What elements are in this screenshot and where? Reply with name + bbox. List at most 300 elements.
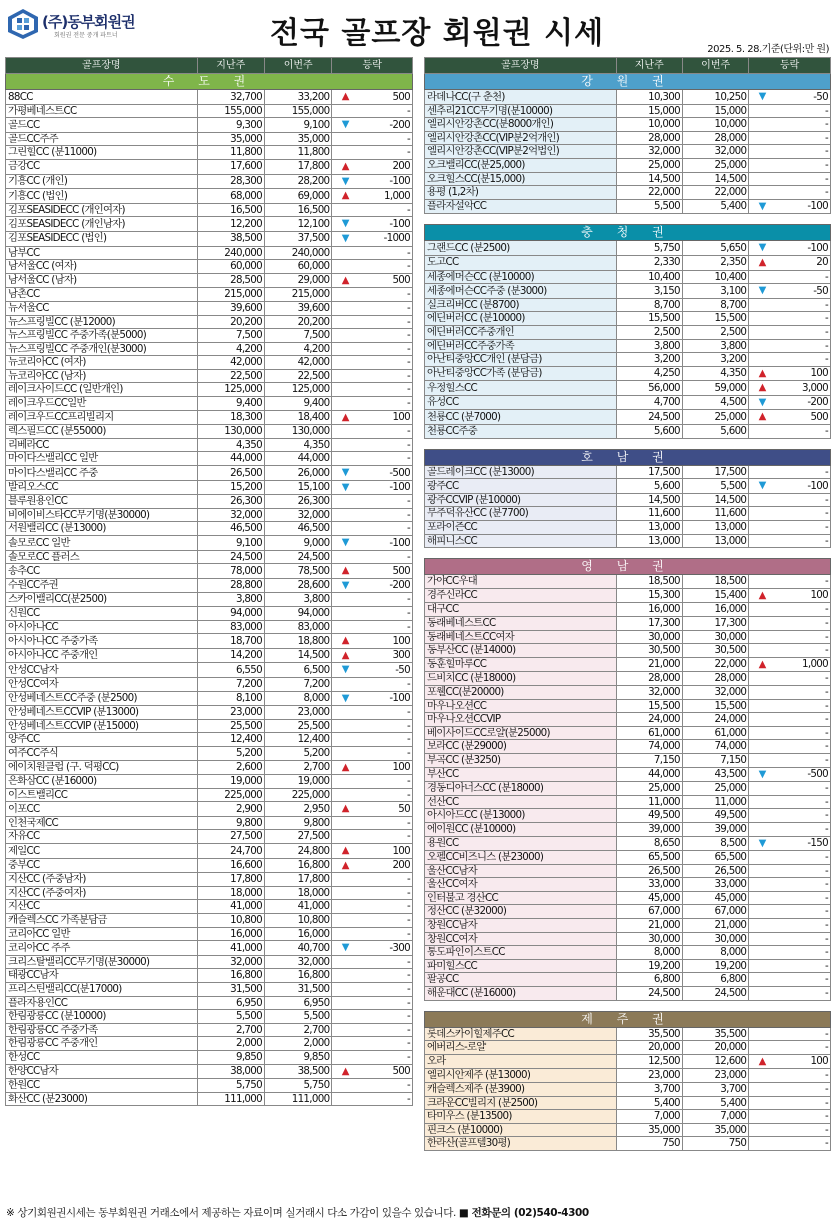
footer-disclaimer: ※ 상기회원권시세는 동부회원권 거래소에서 제공하는 자료이며 실거래시 다소 가감이 있을수 있습니다.: [6, 1207, 456, 1219]
table-row: [6, 1050, 413, 1064]
table-row: [6, 231, 413, 246]
price-change: -: [358, 677, 412, 691]
table-row: [6, 536, 413, 551]
trend-cell: [749, 919, 775, 933]
triangle-up-icon: ▲: [341, 649, 349, 661]
last-week-price: 25,000: [616, 782, 682, 796]
this-week-price: 29,000: [264, 273, 331, 288]
course-name: 엘리시안강촌CC(분8000개인): [425, 118, 617, 132]
table-row: [425, 410, 831, 425]
trend-cell: [332, 996, 358, 1010]
course-name: 중부CC: [6, 858, 198, 873]
last-week-price: 8,650: [616, 836, 682, 851]
table-row: [6, 550, 413, 564]
this-week-price: 30,000: [682, 630, 748, 644]
table-row: [6, 1079, 413, 1093]
table-row: [425, 479, 831, 494]
course-name: 캐슬렉스CC 가족분담금: [6, 914, 198, 928]
trend-cell: [749, 740, 775, 754]
price-change: -: [775, 753, 831, 767]
price-change: 500: [358, 1064, 412, 1079]
table-row: [6, 260, 413, 274]
table-row: [425, 851, 831, 865]
course-name: 화산CC (분23000): [6, 1092, 198, 1106]
last-week-price: 61,000: [616, 726, 682, 740]
last-week-price: 21,000: [616, 919, 682, 933]
last-week-price: 16,000: [616, 603, 682, 617]
last-week-price: 5,600: [616, 425, 682, 439]
price-change: -: [358, 955, 412, 969]
last-week-price: 240,000: [197, 246, 264, 260]
course-name: 아시아나CC 주중개인: [6, 648, 198, 663]
this-week-price: 9,000: [264, 536, 331, 551]
table-row: [425, 795, 831, 809]
last-week-price: 23,000: [197, 706, 264, 720]
triangle-down-icon: ▼: [341, 481, 349, 493]
course-name: 아난티중앙CC개인 (분담금): [425, 353, 617, 367]
triangle-up-icon: ▲: [758, 256, 766, 268]
course-name: 해운대CC (분16000): [425, 987, 617, 1001]
table-row: [425, 603, 831, 617]
trend-cell: [749, 672, 775, 686]
trend-cell: [332, 620, 358, 634]
this-week-price: 7,150: [682, 753, 748, 767]
this-week-price: 5,500: [264, 1010, 331, 1024]
trend-cell: [332, 1050, 358, 1064]
this-week-price: 15,100: [264, 480, 331, 495]
last-week-price: 30,500: [616, 644, 682, 658]
trend-cell: [749, 905, 775, 919]
price-change: -: [775, 425, 831, 439]
price-change: -: [775, 339, 831, 353]
trend-cell: [332, 495, 358, 509]
price-change: 100: [358, 634, 412, 649]
trend-cell: [332, 746, 358, 760]
trend-cell: [749, 325, 775, 339]
price-change: -: [358, 1037, 412, 1051]
trend-cell: [332, 466, 358, 481]
price-change: -: [775, 534, 831, 548]
trend-cell: [332, 118, 358, 133]
trend-cell: [749, 1054, 775, 1069]
table-row: [425, 630, 831, 644]
table-row: [425, 932, 831, 946]
price-change: -: [775, 521, 831, 535]
this-week-price: 8,000: [264, 691, 331, 706]
last-week-price: 6,800: [616, 973, 682, 987]
this-week-price: 24,500: [682, 987, 748, 1001]
price-change: -: [775, 172, 831, 186]
trend-cell: [749, 575, 775, 589]
course-name: 안성CC여자: [6, 677, 198, 691]
course-name: 안성CC남자: [6, 663, 198, 678]
price-change: -: [358, 508, 412, 522]
this-week-price: 35,500: [682, 1027, 748, 1041]
col-header-last-week: 지난주: [616, 58, 682, 74]
price-change: 500: [358, 564, 412, 579]
last-week-price: 225,000: [197, 788, 264, 802]
price-change: -: [358, 816, 412, 830]
course-name: 안성베네스트CCVIP (분15000): [6, 719, 198, 733]
price-change: -: [358, 495, 412, 509]
last-week-price: 19,000: [197, 775, 264, 789]
table-row: [6, 342, 413, 356]
right-column: [424, 57, 831, 1151]
trend-cell: [749, 118, 775, 132]
course-name: 크리스탈밸리CC무기명(분30000): [6, 955, 198, 969]
this-week-price: 74,000: [682, 740, 748, 754]
this-week-price: 18,800: [264, 634, 331, 649]
last-week-price: 16,000: [197, 927, 264, 941]
price-change: -: [775, 575, 831, 589]
this-week-price: 16,000: [264, 927, 331, 941]
price-change: -: [775, 891, 831, 905]
last-week-price: 33,000: [616, 878, 682, 892]
table-row: [425, 919, 831, 933]
course-name: 보라CC (분29000): [425, 740, 617, 754]
last-week-price: 20,200: [197, 315, 264, 329]
trend-cell: [749, 507, 775, 521]
triangle-down-icon: ▼: [341, 942, 349, 954]
table-header-row: [6, 58, 413, 74]
last-week-price: 68,000: [197, 189, 264, 204]
this-week-price: 7,200: [264, 677, 331, 691]
course-name: 에이원CC (분10000): [425, 822, 617, 836]
price-change: -: [358, 246, 412, 260]
table-row: [425, 987, 831, 1001]
course-name: 도고CC: [425, 255, 617, 270]
this-week-price: 11,800: [264, 146, 331, 160]
price-change: -: [358, 733, 412, 747]
trend-cell: [749, 255, 775, 270]
this-week-price: 17,800: [264, 159, 331, 174]
this-week-price: 24,500: [264, 550, 331, 564]
company-name: (주)동부회원권: [42, 13, 135, 31]
this-week-price: 3,800: [264, 593, 331, 607]
last-week-price: 18,500: [616, 575, 682, 589]
this-week-price: 25,000: [682, 410, 748, 425]
table-row: [425, 366, 831, 381]
trend-cell: [332, 706, 358, 720]
course-name: 무주덕유산CC (분7700): [425, 507, 617, 521]
last-week-price: 74,000: [616, 740, 682, 754]
table-row: [6, 273, 413, 288]
course-name: 골드레이크CC (분13000): [425, 465, 617, 479]
last-week-price: 17,800: [197, 873, 264, 887]
trend-cell: [332, 733, 358, 747]
price-change: -: [358, 983, 412, 997]
region-gap: [424, 214, 831, 224]
course-name: 세종에머슨CC (분10000): [425, 270, 617, 284]
price-change: -: [775, 809, 831, 823]
price-change: 200: [358, 159, 412, 174]
table-row: [6, 746, 413, 760]
trend-cell: [332, 146, 358, 160]
table-row: [425, 339, 831, 353]
course-name: 통도파인이스트CC: [425, 946, 617, 960]
course-name: 에버리스-로얄: [425, 1041, 617, 1055]
last-week-price: 3,800: [197, 593, 264, 607]
trend-cell: [332, 397, 358, 411]
last-week-price: 3,700: [616, 1083, 682, 1097]
last-week-price: 65,500: [616, 851, 682, 865]
this-week-price: 155,000: [264, 104, 331, 118]
table-row: [6, 593, 413, 607]
course-name: 인터불고 경산CC: [425, 891, 617, 905]
table-row: [425, 255, 831, 270]
table-row: [6, 397, 413, 411]
date-unit-note: 2025. 5. 28.기준(단위:만 원): [707, 44, 829, 55]
table-row: [6, 1037, 413, 1051]
last-week-price: 5,600: [616, 479, 682, 494]
region-name: 호 남 권: [425, 449, 831, 465]
table-row: [425, 713, 831, 727]
price-change: -: [775, 672, 831, 686]
price-table: [424, 57, 831, 214]
price-change: 500: [358, 90, 412, 105]
course-name: 리베라CC: [6, 438, 198, 452]
price-change: -: [358, 146, 412, 160]
course-name: 에딘버러CC (분10000): [425, 312, 617, 326]
trend-cell: [332, 536, 358, 551]
last-week-price: 13,000: [616, 521, 682, 535]
price-change: -: [775, 851, 831, 865]
price-change: -: [775, 713, 831, 727]
last-week-price: 4,700: [616, 395, 682, 410]
trend-cell: [749, 795, 775, 809]
triangle-up-icon: ▲: [758, 382, 766, 394]
trend-cell: [332, 132, 358, 146]
this-week-price: 4,350: [264, 438, 331, 452]
price-change: -: [358, 873, 412, 887]
last-week-price: 5,400: [616, 1096, 682, 1110]
this-week-price: 20,200: [264, 315, 331, 329]
price-change: -: [358, 620, 412, 634]
price-change: -: [358, 927, 412, 941]
table-row: [6, 733, 413, 747]
last-week-price: 27,500: [197, 830, 264, 844]
course-name: 울산CC여자: [425, 878, 617, 892]
triangle-down-icon: ▼: [341, 232, 349, 244]
last-week-price: 35,000: [616, 1123, 682, 1137]
this-week-price: 39,600: [264, 301, 331, 315]
last-week-price: 25,000: [616, 158, 682, 172]
course-name: 동래베네스트CC여자: [425, 630, 617, 644]
course-name: 캐슬렉스제주 (분3900): [425, 1083, 617, 1097]
trend-cell: [749, 521, 775, 535]
this-week-price: 4,500: [682, 395, 748, 410]
this-week-price: 21,000: [682, 919, 748, 933]
course-name: 안성베네스트CC주중 (분2500): [6, 691, 198, 706]
last-week-price: 56,000: [616, 381, 682, 396]
trend-cell: [749, 959, 775, 973]
trend-cell: [332, 914, 358, 928]
trend-cell: [332, 288, 358, 302]
last-week-price: 11,000: [616, 795, 682, 809]
price-change: -: [775, 905, 831, 919]
trend-cell: [749, 312, 775, 326]
last-week-price: 7,500: [197, 329, 264, 343]
region-name: 제 주 권: [425, 1011, 831, 1027]
triangle-down-icon: ▼: [758, 285, 766, 297]
table-row: [425, 726, 831, 740]
price-table: [424, 558, 831, 1000]
trend-cell: [749, 1096, 775, 1110]
price-change: -: [358, 1023, 412, 1037]
trend-cell: [749, 588, 775, 603]
trend-cell: [749, 851, 775, 865]
price-change: -: [358, 329, 412, 343]
triangle-up-icon: ▲: [341, 411, 349, 423]
last-week-price: 32,000: [197, 508, 264, 522]
trend-cell: [749, 158, 775, 172]
this-week-price: 32,000: [682, 145, 748, 159]
price-change: -: [358, 438, 412, 452]
table-row: [425, 617, 831, 631]
last-week-price: 130,000: [197, 425, 264, 439]
table-row: [6, 383, 413, 397]
col-header-name: 골프장명: [6, 58, 198, 74]
table-row: [425, 809, 831, 823]
col-header-this-week: 이번주: [682, 58, 748, 74]
course-name: 그랜드CC (분2500): [425, 241, 617, 256]
table-row: [6, 452, 413, 466]
last-week-price: 39,000: [616, 822, 682, 836]
table-row: [425, 782, 831, 796]
price-change: -: [358, 606, 412, 620]
price-change: -: [775, 1069, 831, 1083]
table-row: [425, 186, 831, 200]
trend-cell: [749, 767, 775, 782]
course-name: 뉴스프링빌CC (분12000): [6, 315, 198, 329]
course-name: 엘리시안강촌CC(VIP분2억개인): [425, 131, 617, 145]
course-name: 발리오스CC: [6, 480, 198, 495]
this-week-price: 25,500: [264, 719, 331, 733]
trend-cell: [332, 941, 358, 956]
trend-cell: [749, 1083, 775, 1097]
table-row: [425, 878, 831, 892]
trend-cell: [749, 822, 775, 836]
region-header-row: [6, 74, 413, 90]
trend-cell: [332, 873, 358, 887]
this-week-price: 240,000: [264, 246, 331, 260]
course-name: 뉴코리아CC (남자): [6, 369, 198, 383]
trend-cell: [332, 480, 358, 495]
triangle-up-icon: ▲: [758, 658, 766, 670]
price-table: [5, 57, 413, 1106]
table-header-row: [425, 58, 831, 74]
last-week-price: 22,000: [616, 186, 682, 200]
this-week-price: 3,700: [682, 1083, 748, 1097]
last-week-price: 24,000: [616, 713, 682, 727]
this-week-price: 17,500: [682, 465, 748, 479]
table-row: [6, 466, 413, 481]
table-row: [6, 663, 413, 678]
price-change: -1000: [358, 231, 412, 246]
trend-cell: [749, 932, 775, 946]
last-week-price: 8,100: [197, 691, 264, 706]
last-week-price: 20,000: [616, 1041, 682, 1055]
triangle-down-icon: ▼: [341, 579, 349, 591]
last-week-price: 28,500: [197, 273, 264, 288]
table-row: [425, 891, 831, 905]
course-name: 지산CC: [6, 900, 198, 914]
this-week-price: 2,500: [682, 325, 748, 339]
triangle-down-icon: ▼: [758, 200, 766, 212]
region-header-row: [425, 1011, 831, 1027]
this-week-price: 28,600: [264, 578, 331, 593]
this-week-price: 23,000: [264, 706, 331, 720]
price-change: -: [358, 1050, 412, 1064]
trend-cell: [332, 858, 358, 873]
price-change: -: [775, 1137, 831, 1151]
last-week-price: 49,500: [616, 809, 682, 823]
course-name: 포웰CC(분20000): [425, 685, 617, 699]
this-week-price: 7,500: [264, 329, 331, 343]
price-change: -: [775, 312, 831, 326]
course-name: 팔공CC: [425, 973, 617, 987]
course-name: 남서울CC (여자): [6, 260, 198, 274]
trend-cell: [332, 342, 358, 356]
last-week-price: 10,800: [197, 914, 264, 928]
this-week-price: 7,000: [682, 1110, 748, 1124]
course-name: 여주CC주식: [6, 746, 198, 760]
triangle-down-icon: ▼: [758, 242, 766, 254]
this-week-price: 3,800: [682, 339, 748, 353]
price-change: -: [358, 356, 412, 370]
table-row: [6, 955, 413, 969]
course-name: 한림광릉CC (분10000): [6, 1010, 198, 1024]
last-week-price: 9,400: [197, 397, 264, 411]
price-change: -: [358, 132, 412, 146]
course-name: 수원CC주권: [6, 578, 198, 593]
triangle-up-icon: ▲: [341, 160, 349, 172]
last-week-price: 35,000: [197, 132, 264, 146]
triangle-down-icon: ▼: [341, 692, 349, 704]
table-row: [425, 1137, 831, 1151]
trend-cell: [749, 617, 775, 631]
table-row: [6, 369, 413, 383]
region-header-row: [425, 225, 831, 241]
table-row: [6, 648, 413, 663]
this-week-price: 15,500: [682, 312, 748, 326]
last-week-price: 4,200: [197, 342, 264, 356]
table-row: [6, 217, 413, 232]
last-week-price: 38,000: [197, 1064, 264, 1079]
table-row: [425, 864, 831, 878]
price-change: 100: [775, 588, 831, 603]
this-week-price: 130,000: [264, 425, 331, 439]
this-week-price: 33,000: [682, 878, 748, 892]
last-week-price: 10,300: [616, 90, 682, 105]
last-week-price: 18,300: [197, 410, 264, 425]
price-change: -50: [775, 90, 831, 105]
region-header-row: [425, 74, 831, 90]
course-name: 선산CC: [425, 795, 617, 809]
last-week-price: 22,500: [197, 369, 264, 383]
trend-cell: [332, 438, 358, 452]
trend-cell: [749, 1110, 775, 1124]
trend-cell: [332, 217, 358, 232]
this-week-price: 46,500: [264, 522, 331, 536]
course-name: 비에이비스타CC무기명(분30000): [6, 508, 198, 522]
price-change: -: [358, 886, 412, 900]
trend-cell: [749, 1137, 775, 1151]
price-change: -: [775, 603, 831, 617]
price-change: -100: [358, 536, 412, 551]
last-week-price: 32,000: [616, 145, 682, 159]
price-change: -: [775, 617, 831, 631]
